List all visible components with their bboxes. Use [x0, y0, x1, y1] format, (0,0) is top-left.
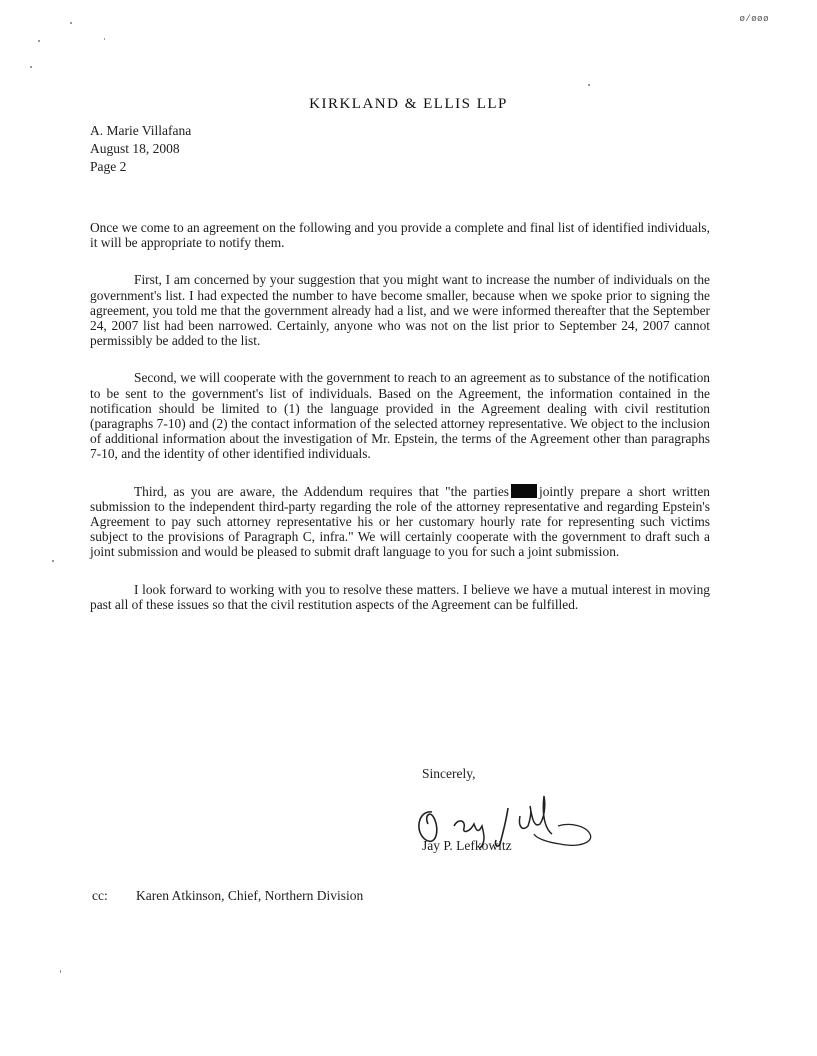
recipient-name: A. Marie Villafana — [90, 123, 192, 138]
scan-noise — [30, 66, 32, 68]
letter-date: August 18, 2008 — [90, 141, 180, 156]
scan-noise — [104, 38, 105, 40]
signer-name: Jay P. Lefkowitz — [422, 838, 512, 853]
redaction-box — [511, 484, 537, 498]
paragraph-4-start: Third, as you are aware, the Addendum requires that "the parties — [134, 483, 509, 499]
scan-noise — [60, 970, 61, 973]
letterhead: KIRKLAND & ELLIS LLP — [309, 96, 508, 112]
page-number: Page 2 — [90, 159, 127, 174]
cc-label: cc: — [92, 888, 108, 903]
paragraph-3: Second, we will cooperate with the government to reach to an agreement as to substance of the notification to be sent to the government's list of individuals. Based on the Agreement, the information contained in the notification should be limited to (1) the language provided in the Agreement dealing with civil restitution (paragraphs 7-10) and (2) the contact information of the selected attorney representative. We object to the inclusion of additional information about the investigation of Mr. Epstein, the terms of the Agreement other than paragraphs 7-10, and the identity of other identified individuals. — [90, 370, 710, 462]
scan-noise — [70, 22, 72, 24]
cc-recipient: Karen Atkinson, Chief, Northern Division — [136, 888, 364, 903]
paragraph-2: First, I am concerned by your suggestion that you might want to increase the number of individuals on the government's list. I had expected the number to have become smaller, because when we spoke prior to signing the agreement, you told me that the government already had a list, and we were informed thereafter that the September 24, 2007 list had been narrowed. Certainly, anyone who was not on the list prior to September 24, 2007 cannot permissibly be added to the list. — [90, 272, 710, 349]
cc-line — [92, 888, 363, 904]
fax-header: ø/øøø — [739, 14, 769, 24]
scan-noise — [38, 40, 40, 42]
recipient-block — [90, 122, 191, 176]
paragraph-4 — [90, 484, 710, 560]
scan-noise — [52, 560, 54, 562]
paragraph-5: I look forward to working with you to resolve these matters. I believe we have a mutual interest in moving past all of these issues so that the civil restitution aspects of the Agreement can be fulfilled. — [90, 581, 710, 612]
closing: Sincerely, — [422, 766, 476, 781]
paragraph-1: Once we come to an agreement on the following and you provide a complete and final list of identified individuals, it will be appropriate to notify them. — [90, 220, 710, 251]
letter-body — [90, 220, 710, 634]
paragraph-4-end: jointly prepare a short written submission to the independent third-party regarding the role of the attorney representative and regarding Epstein's Agreement to pay such attorney representative his or her customary hourly rate for representing such victims subject to the provisions of Paragraph C, infra." We will certainly cooperate with the government to draft such a joint submission and would be pleased to submit draft language to you for such a joint submission. — [90, 483, 710, 560]
scan-noise — [588, 84, 590, 86]
